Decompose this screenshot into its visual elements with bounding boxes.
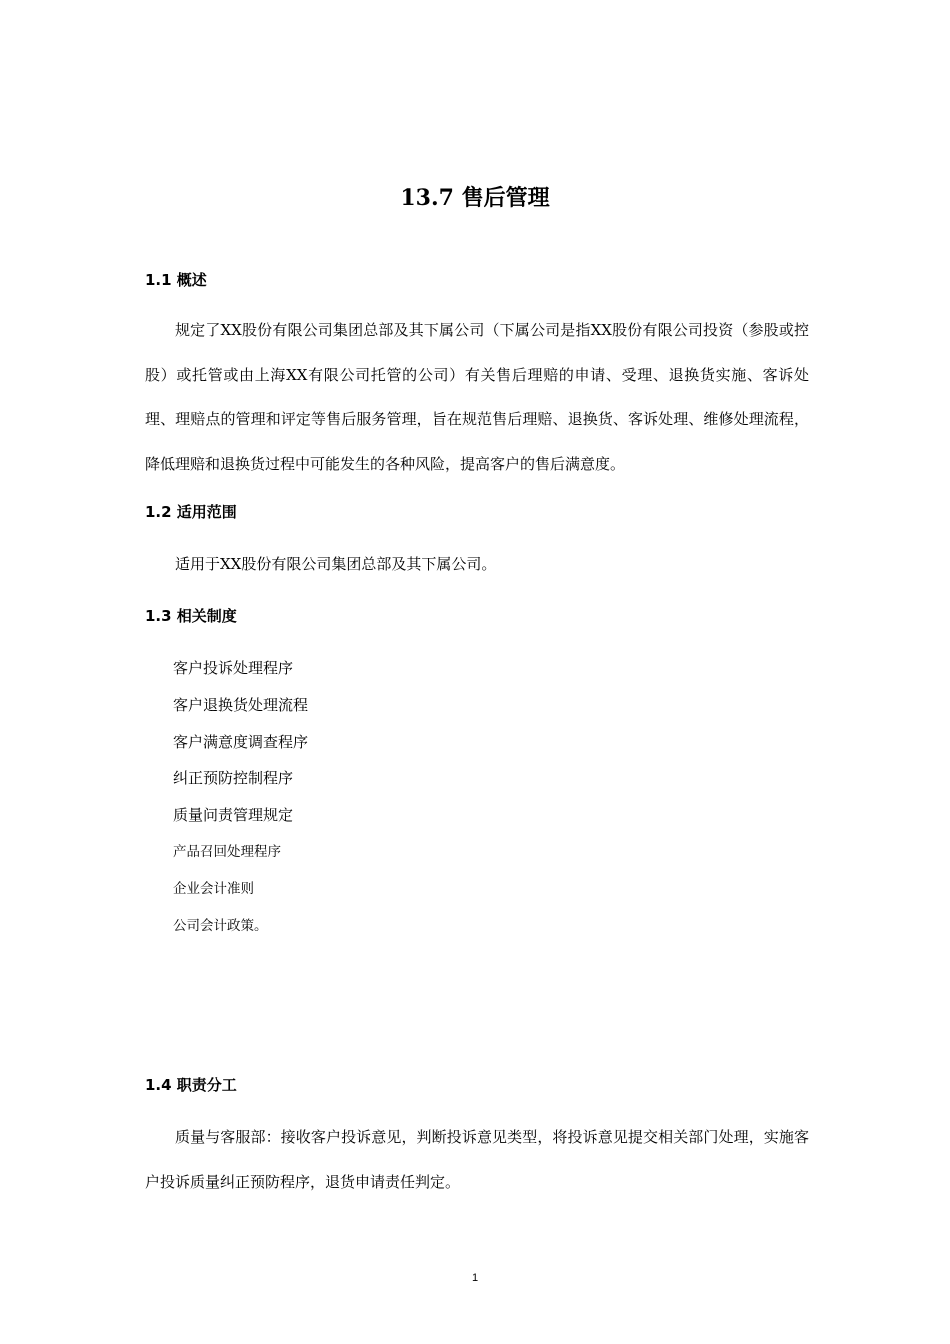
section-heading-overview: 1.1 概述 xyxy=(145,271,207,289)
section-heading-scope: 1.2 适用范围 xyxy=(145,503,237,521)
section-paragraph-responsibilities: 质量与客服部：接收客户投诉意见，判断投诉意见类型，将投诉意见提交相关部门处理，实施客户投诉质量纠正预防程序，退货申请责任判定。 xyxy=(145,1128,809,1191)
list-item: 纠正预防控制程序 xyxy=(173,769,294,788)
list-item: 客户投诉处理程序 xyxy=(173,659,294,677)
section-heading-related-policies: 1.3 相关制度 xyxy=(145,607,237,625)
list-item: 企业会计准则 xyxy=(173,880,254,897)
related-policies-list xyxy=(173,657,308,951)
list-item: 客户满意度调查程序 xyxy=(173,732,309,751)
page-title: 13.7 售后管理 xyxy=(400,185,550,211)
list-item: 公司会计政策。 xyxy=(173,917,268,934)
page-number: 1 xyxy=(471,1272,479,1284)
section-paragraph-scope: 适用于XX股份有限公司集团总部及其下属公司。 xyxy=(175,555,497,573)
section-paragraph-overview: 规定了XX股份有限公司集团总部及其下属公司（下属公司是指XX股份有限公司投资（参股或控股）或托管或由上海XX有限公司托管的公司）有关售后理赔的申请、受理、退换货实施、客诉处理、理赔点的管理和评定等售后服务管理，旨在规范售后理赔、退换货、客诉处理、维修处理流程，降低理赔和退换货过程中可能发生的各种风险，提高客户的售后满意度。 xyxy=(145,321,809,473)
list-item: 质量问责管理规定 xyxy=(173,806,294,825)
section-heading-responsibilities: 1.4 职责分工 xyxy=(145,1076,237,1094)
list-item: 客户退换货处理流程 xyxy=(173,695,309,714)
list-item: 产品召回处理程序 xyxy=(173,843,281,860)
